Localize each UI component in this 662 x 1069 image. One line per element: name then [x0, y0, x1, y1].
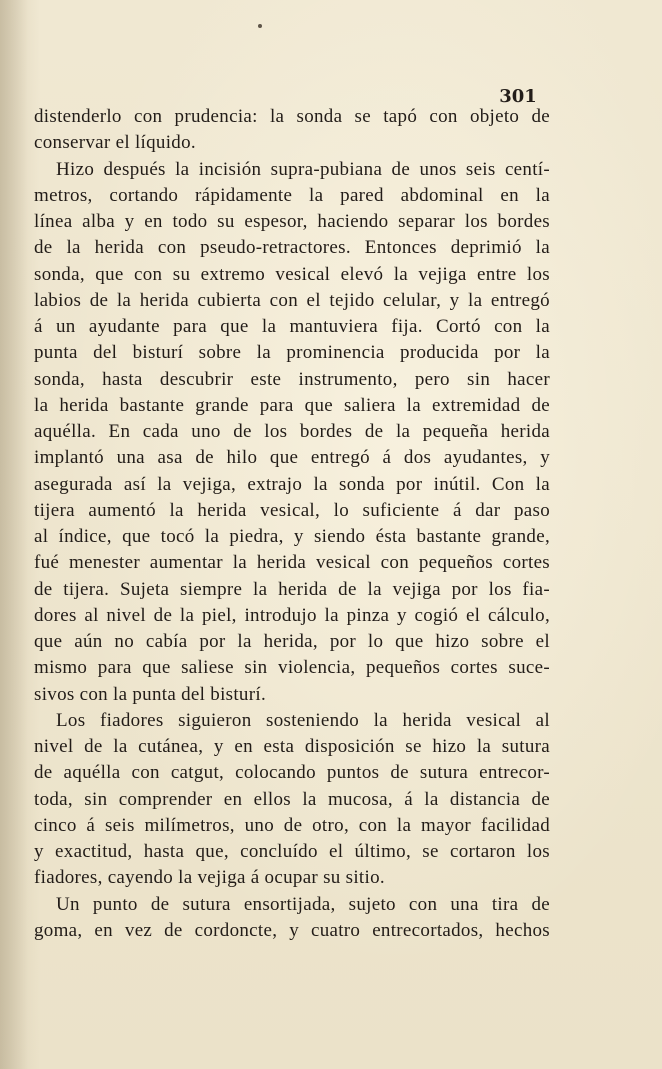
- text-line: dores al nivel de la piel, introdujo la pinza y cogió el cálculo,: [34, 604, 550, 626]
- text-line: Los fiadores siguieron sosteniendo la herida vesical al: [56, 709, 550, 731]
- text-line: Hizo después la incisión supra-pubiana de unos seis centí-: [56, 158, 550, 180]
- text-line: de la herida con pseudo-retractores. Entonces deprimió la: [34, 237, 550, 259]
- text-line: de aquélla con catgut, colocando puntos de sutura entrecor-: [34, 762, 550, 784]
- text-line: á un ayudante para que la mantuviera fija. Cortó con la: [34, 316, 550, 337]
- text-line: y exactitud, hasta que, concluído el último, se cortaron los: [34, 841, 550, 862]
- text-line: Un punto de sutura ensortijada, sujeto con una tira de: [56, 893, 550, 915]
- text-line: toda, sin comprender en ellos la mucosa, á la distancia de: [34, 788, 550, 810]
- text-line: conservar el líquido.: [34, 132, 196, 154]
- page-number: 301: [499, 86, 537, 107]
- ink-speck: [258, 24, 262, 28]
- body-text: [34, 104, 550, 944]
- text-line: línea alba y en todo su espesor, haciendo separar los bordes: [34, 211, 550, 232]
- text-line: distenderlo con prudencia: la sonda se tapó con objeto de: [34, 106, 550, 127]
- text-line: sonda, hasta descubrir este instrumento, pero sin hacer: [34, 368, 550, 390]
- text-line: metros, cortando rápidamente la pared abdominal en la: [34, 184, 550, 206]
- text-line: fué menester aumentar la herida vesical con pequeños cortes: [34, 552, 550, 574]
- text-line: goma, en vez de cordoncte, y cuatro entrecortados, hechos: [34, 919, 550, 941]
- text-line: asegurada así la vejiga, extrajo la sonda por inútil. Con la: [34, 473, 550, 495]
- text-line: al índice, que tocó la piedra, y siendo ésta bastante grande,: [34, 526, 550, 547]
- text-line: que aún no cabía por la herida, por lo que hizo sobre el: [34, 631, 550, 652]
- text-line: sonda, que con su extremo vesical elevó la vejiga entre los: [34, 263, 550, 285]
- text-line: de tijera. Sujeta siempre la herida de la vejiga por los fia-: [34, 578, 550, 600]
- text-line: mismo para que saliese sin violencia, pequeños cortes suce-: [34, 657, 550, 679]
- text-line: sivos con la punta del bisturí.: [34, 683, 266, 705]
- text-line: la herida bastante grande para que saliera la extremidad de: [34, 394, 550, 416]
- text-line: implantó una asa de hilo que entregó á dos ayudantes, y: [34, 447, 550, 469]
- text-line: punta del bisturí sobre la prominencia producida por la: [34, 342, 550, 364]
- text-line: tijera aumentó la herida vesical, lo suficiente á dar paso: [34, 499, 550, 521]
- text-line: labios de la herida cubierta con el tejido celular, y la entregó: [34, 289, 550, 311]
- text-line: cinco á seis milímetros, uno de otro, con la mayor facilidad: [34, 814, 550, 836]
- text-line: fiadores, cayendo la vejiga á ocupar su sitio.: [34, 867, 385, 889]
- text-line: aquélla. En cada uno de los bordes de la pequeña herida: [34, 421, 550, 442]
- text-line: nivel de la cutánea, y en esta disposición se hizo la sutura: [34, 736, 550, 757]
- gutter-shadow: [0, 0, 28, 1069]
